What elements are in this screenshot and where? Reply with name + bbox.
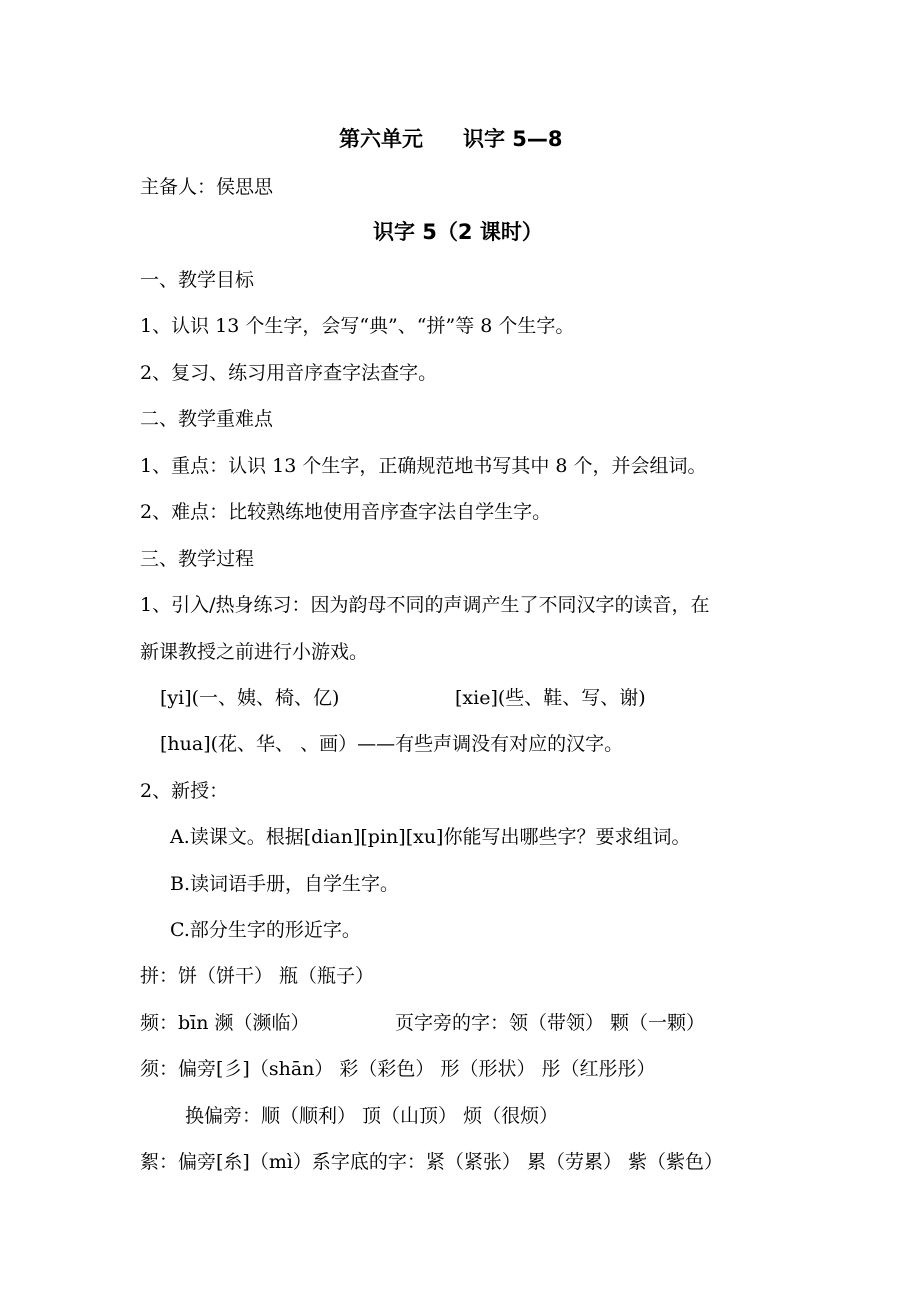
lesson-title: 识字 5（2 课时）	[373, 220, 543, 244]
unit-title-row	[339, 127, 563, 151]
char-xu-line-3: 絮：偏旁[糸]（mì）系字底的字：紧（紧张） 累（劳累） 紫（紫色）	[140, 1151, 723, 1173]
step-a: A.读课文。根据[dian][pin][xu]你能写出哪些字？要求组词。	[170, 826, 691, 848]
new-lesson-heading: 2、新授：	[140, 780, 229, 802]
section2-heading: 二、教学重难点	[140, 408, 274, 430]
game-yi: [yi](一、姨、椅、亿)	[160, 687, 340, 709]
section2-item: 2、难点：比较熟练地使用音序查字法自学生字。	[140, 501, 552, 523]
game-xie: [xie](些、鞋、写、谢)	[455, 687, 646, 709]
char-xu-line-2: 换偏旁：顺（顺利） 顶（山顶） 烦（很烦）	[185, 1105, 559, 1127]
author-line: 主备人：侯思思	[140, 176, 274, 198]
intro-line-1: 1、引入/热身练习：因为韵母不同的声调产生了不同汉字的读音，在	[140, 594, 710, 616]
section1-heading: 一、教学目标	[140, 269, 255, 291]
step-b: B.读词语手册，自学生字。	[170, 873, 400, 895]
char-xu-line: 须：偏旁[彡]（shān） 彩（彩色） 形（形状） 彤（红彤彤）	[140, 1058, 656, 1080]
step-c: C.部分生字的形近字。	[170, 919, 361, 941]
game-hua: [hua](花、华、 、画）——有些声调没有对应的汉字。	[160, 733, 624, 755]
unit-subtitle: 识字 5—8	[463, 127, 563, 151]
intro-line-2: 新课教授之前进行小游戏。	[140, 641, 369, 663]
unit-title: 第六单元	[339, 127, 423, 151]
section3-heading: 三、教学过程	[140, 548, 255, 570]
char-pin2-left: 频：bīn 濒（濒临）	[140, 1012, 310, 1034]
section1-item: 1、认识 13 个生字，会写“典”、“拼”等 8 个生字。	[140, 315, 575, 337]
section1-item: 2、复习、练习用音序查字法查字。	[140, 362, 438, 384]
char-pin2-right: 页字旁的字：领（带领） 颗（一颗）	[395, 1012, 706, 1034]
section2-item: 1、重点：认识 13 个生字，正确规范地书写其中 8 个，并会组词。	[140, 455, 707, 477]
char-pin-line: 拼：饼（饼干） 瓶（瓶子）	[140, 965, 375, 987]
